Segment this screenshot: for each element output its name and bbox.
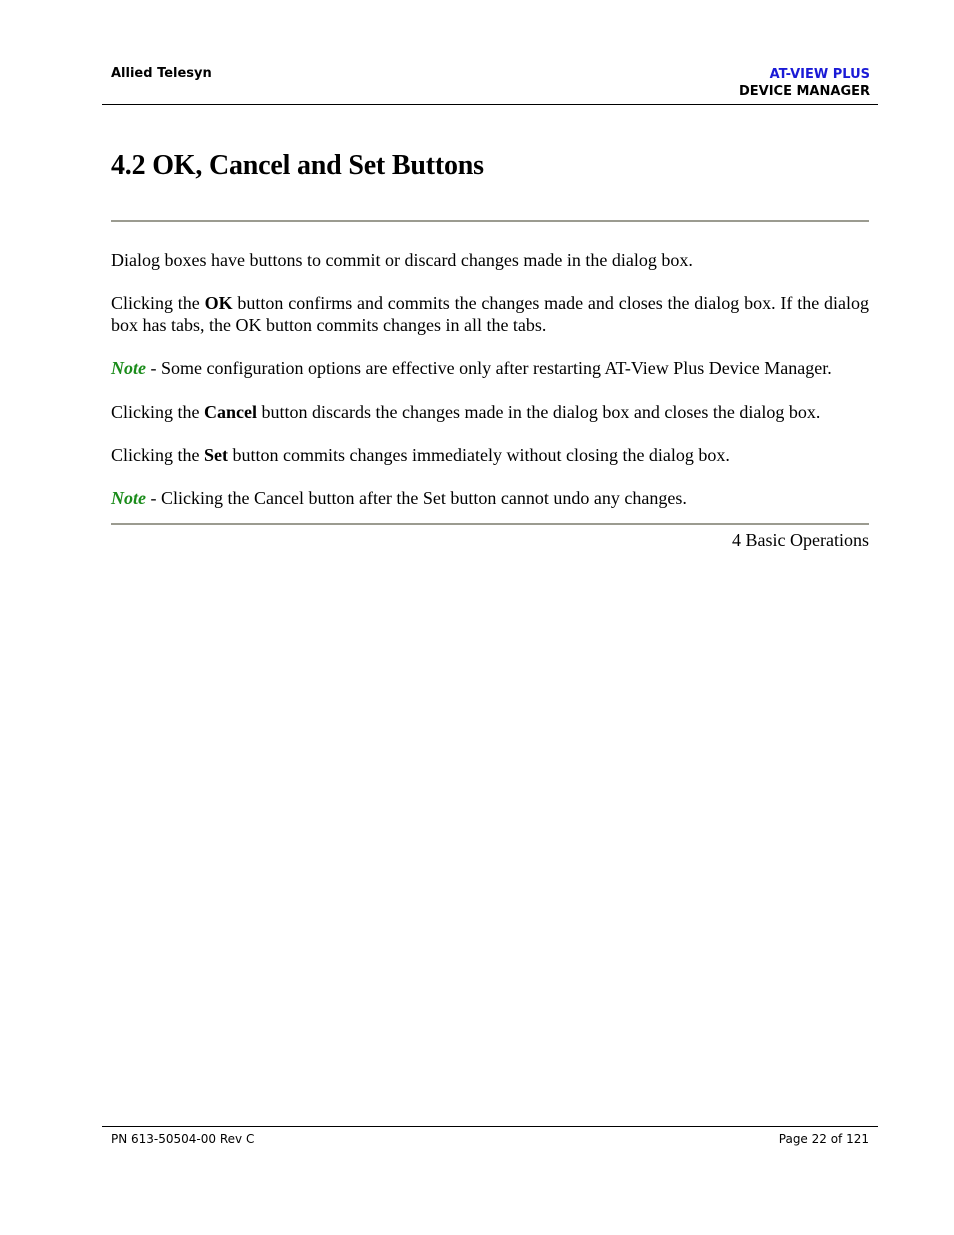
paragraph-text: button commits changes immediately without closing the dialog box.: [228, 445, 730, 465]
footer-divider: [102, 1126, 878, 1127]
paragraph-text: Clicking the: [111, 293, 205, 313]
header-divider: [102, 104, 878, 105]
header-product: AT-VIEW PLUS: [769, 67, 870, 82]
header-company: Allied Telesyn: [111, 66, 212, 81]
paragraph-text: Clicking the: [111, 445, 204, 465]
header-module: DEVICE MANAGER: [738, 84, 870, 99]
header-product-block: [739, 66, 870, 100]
paragraph-text: button confirms and commits the changes made and closes the dialog box. If the dialog box has tabs, the OK button commits changes in all the tabs.: [111, 293, 869, 335]
paragraph-cancel-button: [111, 401, 869, 423]
note-label: Note: [111, 488, 146, 508]
note-restart: [111, 357, 869, 379]
ok-term: OK: [204, 293, 233, 313]
footer-part-number: PN 613-50504-00 Rev C: [111, 1132, 255, 1146]
cancel-term: Cancel: [204, 402, 257, 422]
section-divider: [111, 523, 869, 525]
set-term: Set: [204, 445, 228, 465]
note-cancel-after-set: [111, 487, 869, 509]
note-label: Note: [111, 358, 146, 378]
footer-page-number: Page 22 of 121: [778, 1132, 869, 1146]
paragraph-text: button discards the changes made in the dialog box and closes the dialog box.: [257, 402, 821, 422]
page-title: 4.2 OK, Cancel and Set Buttons: [111, 150, 484, 181]
paragraph-set-button: [111, 444, 869, 466]
title-divider: [111, 220, 869, 222]
section-reference: 4 Basic Operations: [732, 530, 869, 550]
note-text: - Clicking the Cancel button after the Set button cannot undo any changes.: [146, 488, 687, 508]
paragraph-intro: Dialog boxes have buttons to commit or discard changes made in the dialog box.: [111, 250, 693, 270]
paragraph-text: Clicking the: [111, 402, 204, 422]
note-text: - Some configuration options are effective only after restarting AT-View Plus Device Manager.: [146, 358, 832, 378]
paragraph-ok-button: [111, 292, 869, 336]
